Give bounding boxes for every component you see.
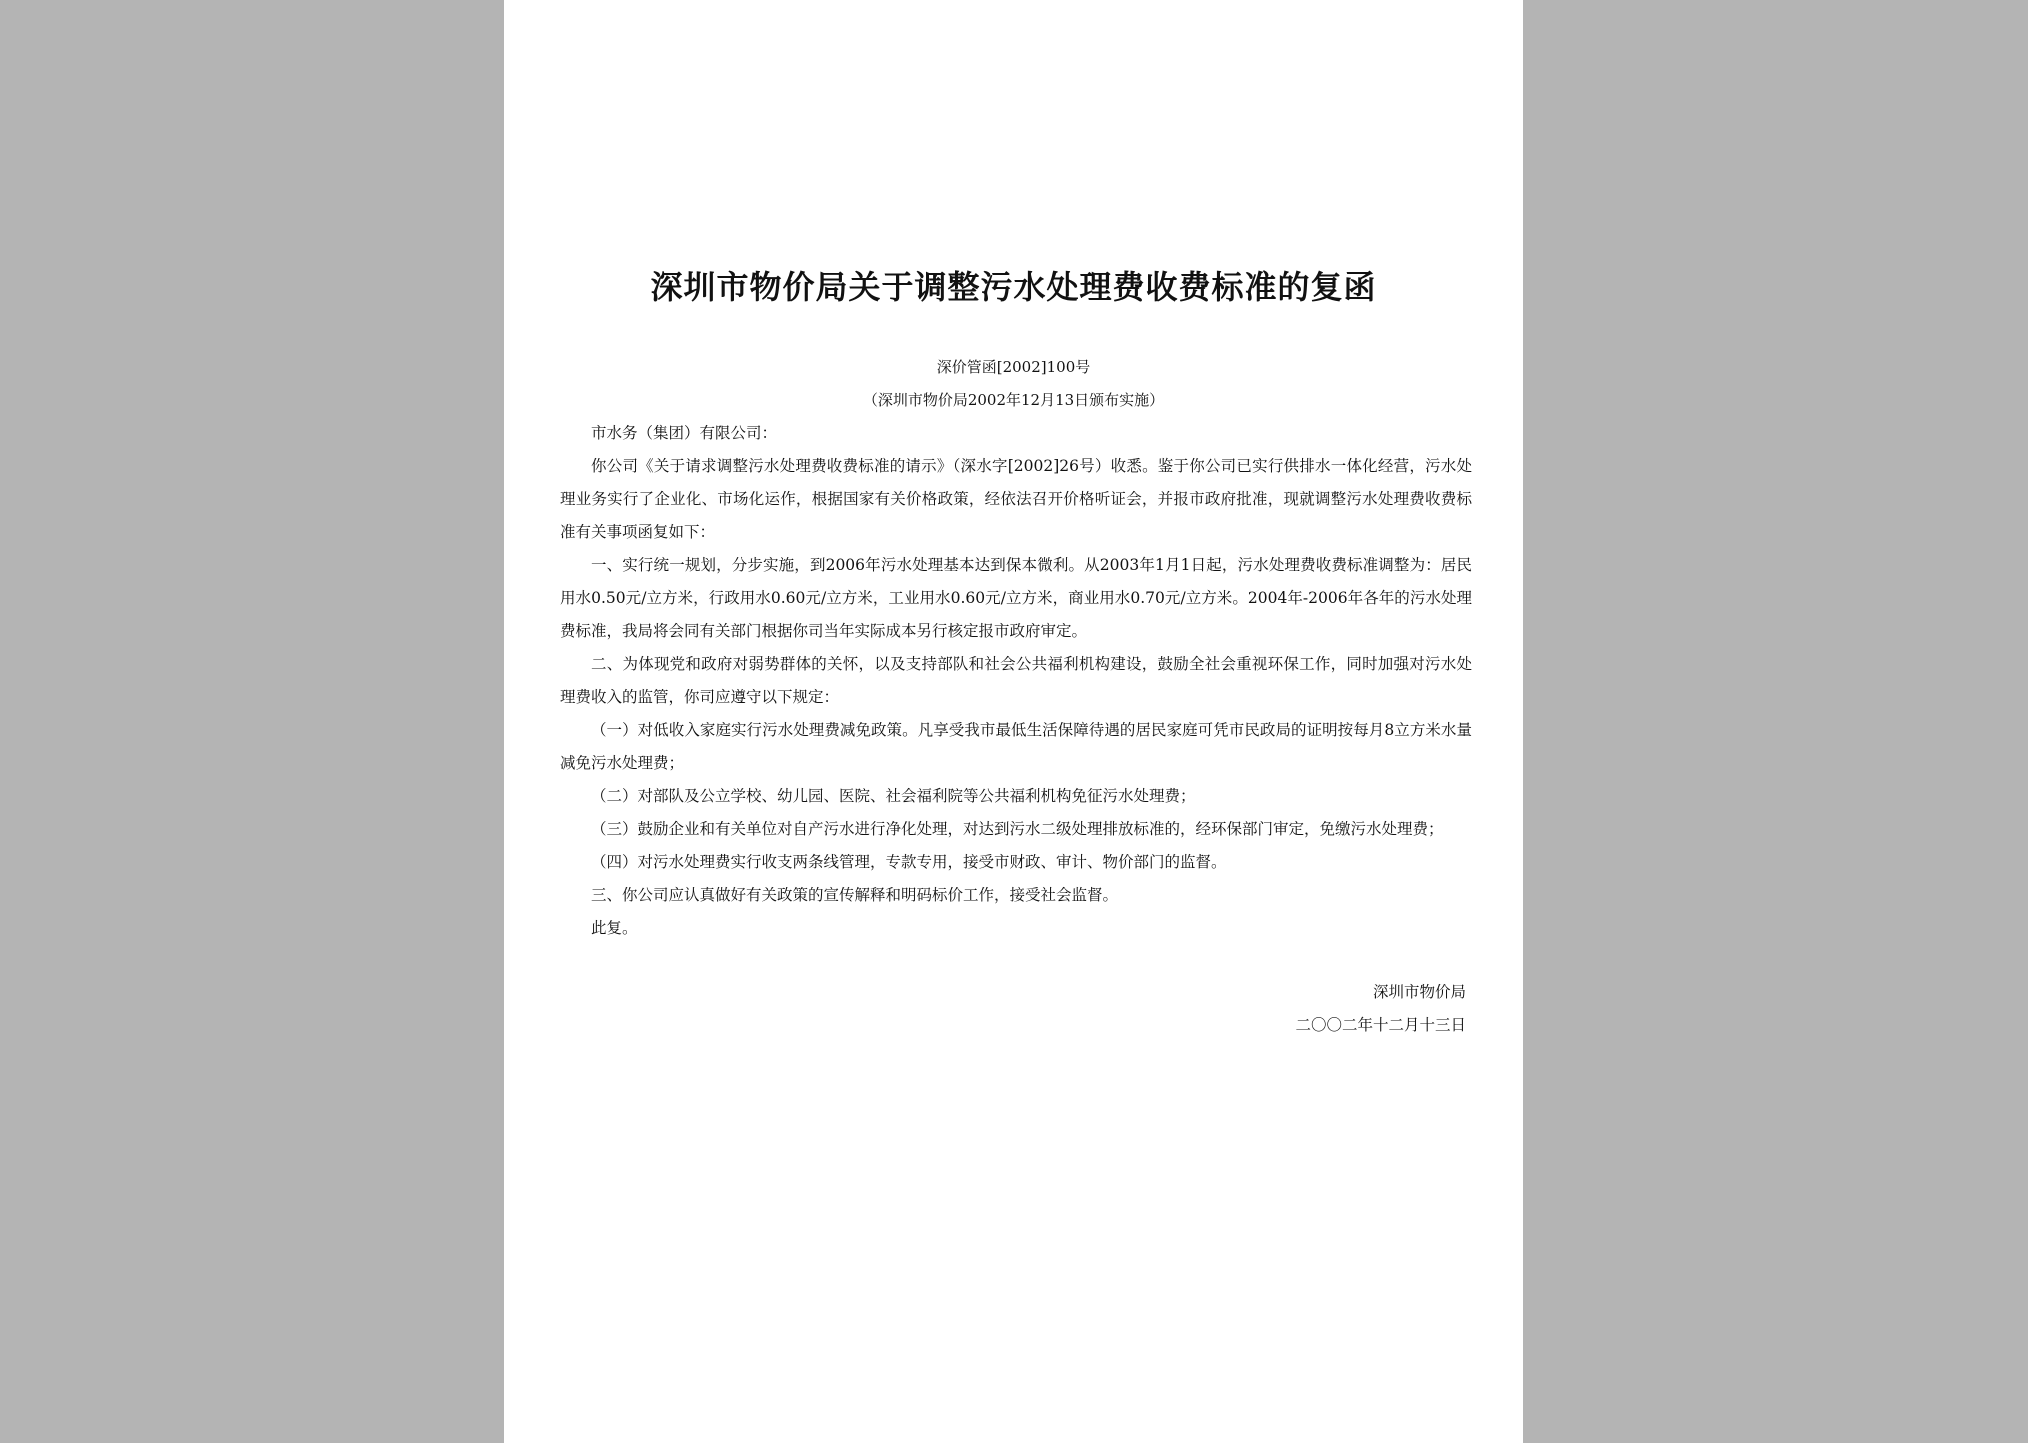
addressee: 市水务（集团）有限公司： [591, 424, 778, 442]
paragraph-subitem-1: （一）对低收入家庭实行污水处理费减免政策。凡享受我市最低生活保障待遇的居民家庭可凭市民政局的证明按每月8立方米水量减免污水处理费； [560, 721, 1472, 772]
paragraph-subitem-4: （四）对污水处理费实行收支两条线管理，专款专用，接受市财政、审计、物价部门的监督。 [591, 853, 1227, 871]
document-body [560, 417, 1472, 945]
paragraph-item-1: 一、实行统一规划，分步实施，到2006年污水处理基本达到保本微利。从2003年1月1日起，污水处理费收费标准调整为：居民用水0.50元/立方米，行政用水0.60元/立方米，工业用水0.60元/立方米，商业用水0.70元/立方米。2004年-2006年各年的污水处理费标准，我局将会同有关部门根据你司当年实际成本另行核定报市政府审定。 [560, 556, 1472, 640]
signature-date: 二〇〇二年十二月十三日 [1295, 1016, 1466, 1034]
document-page [504, 0, 1523, 1443]
paragraph-closing: 此复。 [591, 919, 638, 937]
paragraph-subitem-2: （二）对部队及公立学校、幼儿园、医院、社会福利院等公共福利机构免征污水处理费； [591, 787, 1196, 805]
paragraph-item-2: 二、为体现党和政府对弱势群体的关怀，以及支持部队和社会公共福利机构建设，鼓励全社会重视环保工作，同时加强对污水处理费收入的监管，你司应遵守以下规定： [560, 655, 1472, 706]
document-number: 深价管函[2002]100号 [936, 358, 1091, 376]
document-title: 深圳市物价局关于调整污水处理费收费标准的复函 [650, 268, 1377, 306]
paragraph-intro: 你公司《关于请求调整污水处理费收费标准的请示》（深水字[2002]26号）收悉。鉴于你公司已实行供排水一体化经营，污水处理业务实行了企业化、市场化运作，根据国家有关价格政策，经依法召开价格听证会，并报市政府批准，现就调整污水处理费收费标准有关事项函复如下： [560, 457, 1472, 541]
paragraph-item-3: 三、你公司应认真做好有关政策的宣传解释和明码标价工作，接受社会监督。 [591, 886, 1119, 904]
paragraph-subitem-3: （三）鼓励企业和有关单位对自产污水进行净化处理，对达到污水二级处理排放标准的，经环保部门审定，免缴污水处理费； [591, 820, 1444, 838]
signature-block [1295, 976, 1466, 1042]
signature-issuer: 深圳市物价局 [1372, 983, 1466, 1001]
issue-note: （深圳市物价局2002年12月13日颁布实施） [862, 391, 1165, 409]
